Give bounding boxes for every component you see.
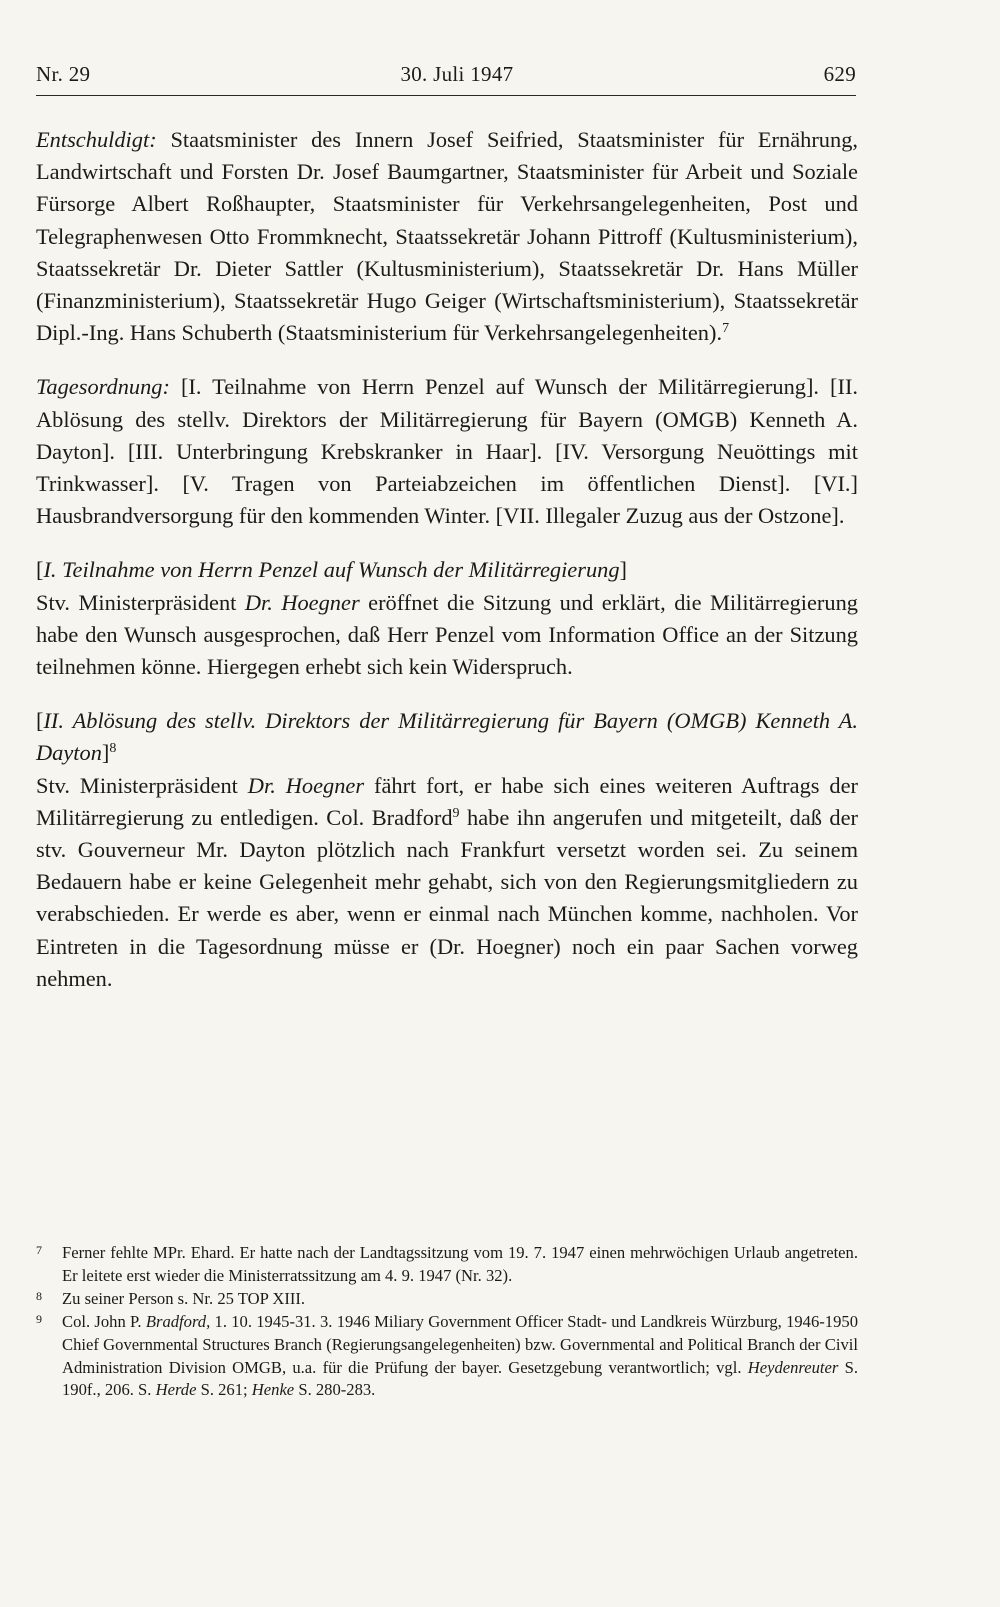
paragraph-tagesordnung bbox=[36, 371, 858, 532]
footnote-text: Col. John P. Bradford, 1. 10. 1945-31. 3. 1946 Miliary Government Officer Stadt- und Landkreis Würzburg, 1946-1950 Chief Governmental Structures Branch (Regierungsangelegenheiten) bzw. Governmental and Political Branch der Civil Administration Division OMGB, u.a. für die Prüfung der bayer. Gesetzgebung verantwortlich; vgl. Heydenreuter S. 190f., 206. S. Herde S. 261; Henke S. 280-283. bbox=[62, 1311, 858, 1400]
main-text bbox=[36, 124, 858, 995]
entschuldigt-text: Staatsminister des Innern Josef Seifried, Staatsminister für Ernährung, Landwirtschaft und Forsten Dr. Josef Baumgartner, Staatsminister für Arbeit und Soziale Fürsorge Albert Roßhaupter, Staatsminister für Verkehrsangelegenheiten, Post und Telegraphenwesen Otto Frommknecht, Staatssekretär Johann Pittroff (Kultusministerium), Staatssekretär Dr. Dieter Sattler (Kultusministerium), Staatssekretär Dr. Hans Müller (Finanzministerium), Staatssekretär Hugo Geiger (Wirtschaftsministerium), Staatssekretär Dipl.-Ing. Hans Schuberth (Staatsministerium für Verkehrsangelegenheiten). bbox=[36, 127, 858, 346]
footnote-text: Ferner fehlte MPr. Ehard. Er hatte nach der Landtagssitzung vom 19. 7. 1947 einen mehrwöchigen Urlaub angetreten. Er leitete erst wieder die Ministerratssitzung am 4. 9. 1947 (Nr. 32). bbox=[62, 1243, 858, 1285]
footnote-9 bbox=[36, 1311, 858, 1403]
footnote-number: 9 bbox=[36, 1311, 42, 1326]
entschuldigt-label: Entschuldigt: bbox=[36, 127, 157, 152]
running-header bbox=[36, 62, 856, 96]
header-date: 30. Juli 1947 bbox=[400, 62, 514, 86]
section-heading-1: [I. Teilnahme von Herrn Penzel auf Wunsch der Militärregierung] bbox=[36, 557, 628, 583]
speaker-name: Hoegner bbox=[281, 589, 360, 615]
speaker-name: Hoegner bbox=[285, 772, 365, 798]
footnote-ref-8: 8 bbox=[109, 741, 117, 757]
footnote-number: 7 bbox=[36, 1243, 42, 1257]
footnote-ref-7: 7 bbox=[722, 321, 730, 337]
paragraph-section-2: Stv. Ministerpräsident Dr. Hoegner fährt fort, er habe sich eines weiteren Auftrags der Militärregierung zu entledigen. Col. Bradford$^9$ habe ihn angerufen und mitgeteilt, daß der stv. Gouverneur Mr. Dayton plötzlich nach Frankfurt versetzt worden sei. Zu seinem Bedauern habe er keine Gelegenheit mehr gehabt, sich von den Regierungsmitgliedern zu verabschieden. Er werde es aber, wenn er einmal nach München komme, nachholen. Vor Eintreten in die Tagesordnung müsse er (Dr. Hoegner) noch ein paar Sachen vorweg nehmen. bbox=[36, 772, 858, 991]
section-heading-1-text: I. Teilnahme von Herrn Penzel auf Wunsch der Militärregierung bbox=[43, 557, 620, 583]
footnote-8 bbox=[36, 1288, 858, 1311]
section-heading-2: [II. Ablösung des stellv. Direktors der Militärregierung für Bayern (OMGB) Kenneth A. Dayton]$^8$ bbox=[36, 708, 858, 766]
footnote-number: 8 bbox=[36, 1288, 42, 1303]
tagesordnung-label: Tagesordnung: bbox=[36, 374, 170, 400]
issue-number: Nr. 29 bbox=[36, 62, 91, 86]
footnote-text: Zu seiner Person s. Nr. 25 TOP XIII. bbox=[62, 1288, 306, 1308]
footnotes bbox=[36, 1242, 858, 1402]
paragraph-entschuldigt bbox=[36, 124, 858, 349]
tagesordnung-text: [I. Teilnahme von Herrn Penzel auf Wunsch der Militärregierung]. [II. Ablösung des stellv. Direktors der Militärregierung für Bayern (OMGB) Kenneth A. Dayton]. [III. Unterbringung Krebskranker in Haar]. [IV. Versorgung Neuöttings mit Trinkwasser]. [V. Tragen von Parteiabzeichen im öffentlichen Dienst]. [VI.] Hausbrandversorgung für den kommenden Winter. [VII. Illegaler Zuzug aus der Ostzone]. bbox=[36, 374, 859, 529]
paragraph-section-1: Stv. Ministerpräsident Dr. Hoegner eröffnet die Sitzung und erklärt, die Militärregierung habe den Wunsch ausgesprochen, daß Herr Penzel vom Information Office an der Sitzung teilnehmen könne. Hiergegen erhebt sich kein Widerspruch. bbox=[36, 589, 858, 680]
footnote-ref-9: 9 bbox=[452, 805, 460, 821]
section-heading-2-text: II. Ablösung des stellv. Direktors der Militärregierung für Bayern (OMGB) Kenneth A. Dayton bbox=[36, 708, 858, 766]
page-number: 629 bbox=[823, 62, 856, 86]
footnote-7 bbox=[36, 1242, 858, 1288]
